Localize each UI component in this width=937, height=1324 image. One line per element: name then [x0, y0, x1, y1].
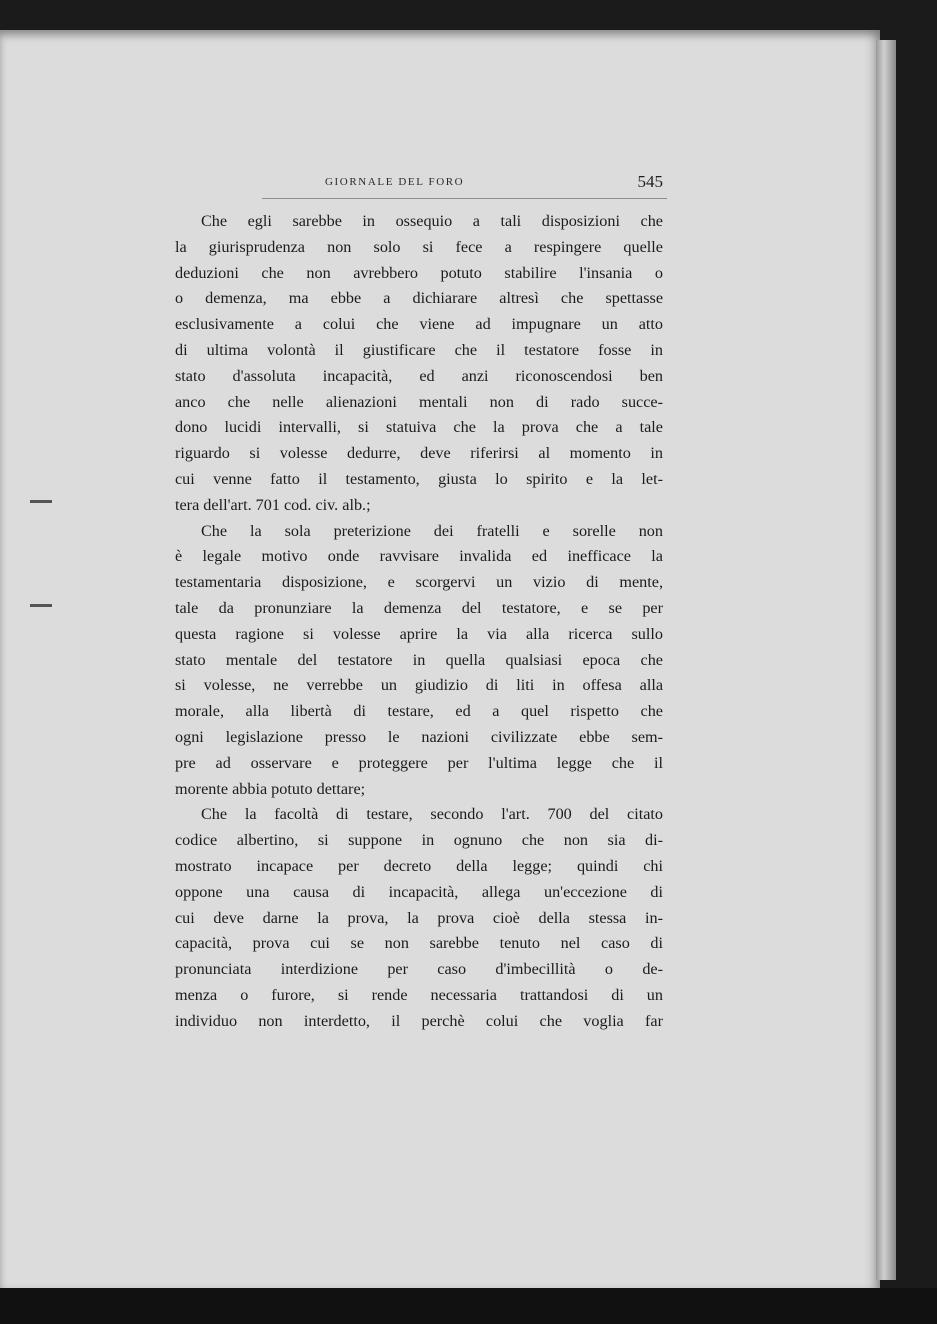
- text-line: riguardo si volesse dedurre, deve riferirsi al momento in: [175, 444, 663, 463]
- text-line: pronunciata interdizione per caso d'imbecillità o de-: [175, 960, 663, 979]
- text-line: tera dell'art. 701 cod. civ. alb.;: [175, 495, 371, 514]
- text-line: codice albertino, si suppone in ognuno che non sia di-: [175, 831, 663, 850]
- text-line: o demenza, ma ebbe a dichiarare altresì che spettasse: [175, 289, 663, 308]
- text-line: stato d'assoluta incapacità, ed anzi riconoscendosi ben: [175, 366, 663, 385]
- margin-mark: [30, 500, 52, 503]
- text-line: dono lucidi intervalli, si statuiva che la prova che a tale: [175, 418, 663, 437]
- text-line: cui venne fatto il testamento, giusta lo spirito e la let-: [175, 469, 663, 488]
- text-line: esclusivamente a colui che viene ad impugnare un atto: [175, 315, 663, 334]
- page-number: 545: [637, 172, 663, 191]
- body-text: [175, 209, 663, 1035]
- text-line: oppone una causa di incapacità, allega un'eccezione di: [175, 882, 663, 901]
- scan-border: [0, 1288, 937, 1324]
- text-line: deduzioni che non avrebbero potuto stabilire l'insania o: [175, 263, 663, 282]
- text-line: Che la sola preterizione dei fratelli e sorelle non: [201, 521, 663, 540]
- page-header: [175, 172, 663, 196]
- text-line: testamentaria disposizione, e scorgervi un vizio di mente,: [175, 573, 663, 592]
- text-line: pre ad osservare e proteggere per l'ultima legge che il: [175, 753, 663, 772]
- text-line: menza o furore, si rende necessaria trattandosi di un: [175, 985, 663, 1004]
- text-line: anco che nelle alienazioni mentali non di rado succe-: [175, 392, 663, 411]
- text-line: morente abbia potuto dettare;: [175, 779, 366, 798]
- text-line: ogni legislazione presso le nazioni civilizzate ebbe sem-: [175, 727, 663, 746]
- text-line: cui deve darne la prova, la prova cioè della stessa in-: [175, 908, 663, 927]
- margin-mark: [30, 604, 52, 607]
- page-edge: [876, 40, 896, 1280]
- text-line: la giurisprudenza non solo si fece a respingere quelle: [175, 237, 663, 256]
- text-line: si volesse, ne verrebbe un giudizio di liti in offesa alla: [175, 676, 663, 695]
- text-line: tale da pronunziare la demenza del testatore, e se per: [175, 598, 663, 617]
- running-head: GIORNALE DEL FORO: [325, 176, 465, 188]
- text-line: capacità, prova cui se non sarebbe tenuto nel caso di: [175, 934, 663, 953]
- text-line: mostrato incapace per decreto della legge; quindi chi: [175, 856, 663, 875]
- text-line: è legale motivo onde ravvisare invalida ed inefficace la: [175, 547, 663, 566]
- text-line: Che egli sarebbe in ossequio a tali disposizioni che: [201, 212, 663, 230]
- text-line: morale, alla libertà di testare, ed a quel rispetto che: [175, 702, 663, 721]
- text-line: stato mentale del testatore in quella qualsiasi epoca che: [175, 650, 663, 669]
- text-line: individuo non interdetto, il perchè colui che voglia far: [175, 1011, 663, 1030]
- header-rule: [262, 198, 667, 199]
- text-line: questa ragione si volesse aprire la via alla ricerca sullo: [175, 624, 663, 643]
- text-line: di ultima volontà il giustificare che il testatore fosse in: [175, 340, 663, 359]
- text-line: Che la facoltà di testare, secondo l'art. 700 del citato: [201, 805, 663, 824]
